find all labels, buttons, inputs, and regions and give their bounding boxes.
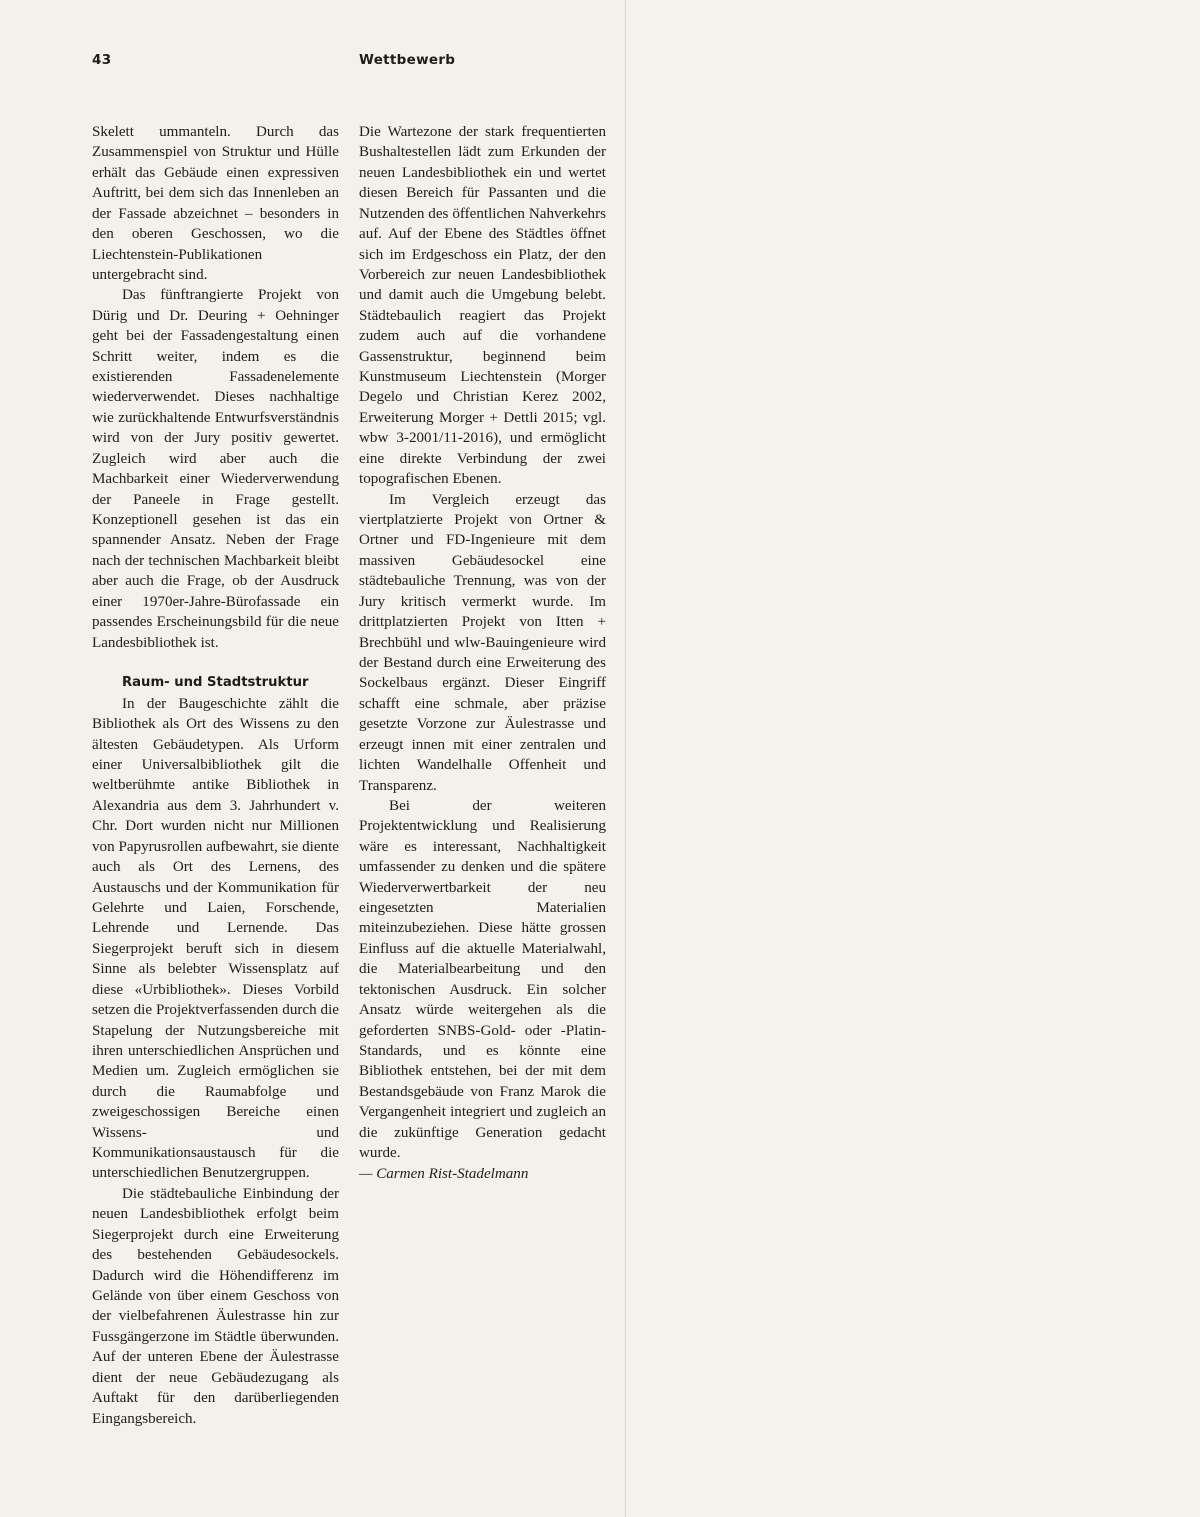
paragraph: In der Baugeschichte zählt die Bibliothek als Ort des Wissens zu den ältesten Gebäudetypen. Als Urform einer Universalbibliothek gilt die weltberühmte antike Bibliothek in Alexandria aus dem 3. Jahrhundert v. Chr. Dort wurden nicht nur Millionen von Papyrusrollen aufbewahrt, sie diente auch als Ort des Lernens, des Austauschs und der Kommunikation für Gelehrte und Laien, Forschende, Lehrende und Lernende. Das Siegerprojekt beruft sich in diesem Sinne als belebter Wissensplatz auf diese «Urbibliothek». Dieses Vorbild setzen die Projektverfassenden durch die Stapelung der Nutzungsbereiche mit ihren unterschiedlichen Ansprüchen und Medien um. Zugleich ermöglichen sie durch die Raumabfolge und zweigeschossigen Bereiche einen Wissens- und Kommunikationsaustausch für die unterschiedlichen Benutzergruppen. [92, 695, 339, 1182]
paragraph: Skelett ummanteln. Durch das Zusammenspiel von Struktur und Hülle erhält das Gebäude einen expressiven Auftritt, bei dem sich das Innenleben an der Fassade abzeichnet – besonders in den oberen Geschossen, wo die Liechtenstein-Publikationen untergebracht sind. [92, 124, 339, 283]
paragraph: Das fünftrangierte Projekt von Dürig und Dr. Deuring + Oehninger geht bei der Fassadengestaltung einen Schritt weiter, indem es die existierenden Fassadenelemente wiederverwendet. Dieses nachhaltige wie zurückhaltende Entwurfsverständnis wird von der Jury positiv gewertet. Zugleich wird aber auch die Machbarkeit einer Wiederverwendung der Paneele in Frage gestellt. Konzeptionell gesehen ist das ein spannender Ansatz. Neben der Frage nach der technischen Machbarkeit bleibt aber auch die Frage, ob der Ausdruck einer 1970er-Jahre-Bürofassade ein passendes Erscheinungsbild für die neue Landesbibliothek ist. [92, 287, 339, 651]
text-column-right [359, 122, 606, 1184]
text-column-left [92, 122, 339, 1429]
paragraph: Die städtebauliche Einbindung der neuen Landesbibliothek erfolgt beim Siegerprojekt durch eine Erweiterung des bestehenden Gebäudesockels. Dadurch wird die Höhendifferenz im Gelände von über einem Geschoss von der vielbefahrenen Äulestrasse hin zur Fussgängerzone im Städtle überwunden. Auf der unteren Ebene der Äulestrasse dient der neue Gebäudezugang als Auftakt für den darüberliegenden Eingangsbereich. [92, 1185, 339, 1427]
subheading: Raum- und Stadtstruktur [122, 675, 309, 691]
page-number: 43 [92, 52, 112, 68]
paragraph: Die Wartezone der stark frequentierten Bushaltestellen lädt zum Erkunden der neuen Landesbibliothek ein und wertet diesen Bereich für Passanten und die Nutzenden des öffentlichen Nahverkehrs auf. Auf der Ebene des Städtles öffnet sich im Erdgeschoss ein Platz, der den Vorbereich zur neuen Landesbibliothek und damit auch die Umgebung belebt. Städtebaulich reagiert das Projekt zudem auch auf die vorhandene Gassenstruktur, beginnend beim Kunstmuseum Liechtenstein (Morger Degelo und Christian Kerez 2002, Erweiterung Morger + Dettli 2015; vgl. wbw 3-2001/11-2016), und ermöglicht eine direkte Verbindung der zwei topografischen Ebenen. [359, 124, 606, 488]
paragraph: Im Vergleich erzeugt das viertplatzierte Projekt von Ortner & Ortner und FD-Ingenieure mit dem massiven Gebäudesockel eine städtebauliche Trennung, was von der Jury kritisch vermerkt wurde. Im drittplatzierten Projekt von Itten + Brechbühl und wlw-Bauingenieure wird der Bestand durch eine Erweiterung des Sockelbaus ergänzt. Dieser Eingriff schafft eine schmale, aber präzise gesetzte Vorzone zur Äulestrasse und erzeugt innen mit einer zentralen und lichten Wandelhalle Offenheit und Transparenz. [359, 491, 606, 794]
page-gutter [625, 0, 626, 1517]
section-title: Wettbewerb [359, 52, 456, 68]
paragraph: Bei der weiteren Projektentwicklung und Realisierung wäre es interessant, Nachhaltigkeit umfassender zu denken und die spätere Wiederverwertbarkeit der neu eingesetzten Materialien miteinzubeziehen. Diese hätte grossen Einfluss auf die aktuelle Materialwahl, die Materialbearbeitung und den tektonischen Ausdruck. Ein solcher Ansatz würde weitergehen als die geforderten SNBS-Gold- oder -Platin-Standards, und es könnte eine Bibliothek entstehen, bei der mit dem Bestandsgebäude von Franz Marok die Vergangenheit integriert und zugleich an die zukünftige Generation gedacht wurde. [359, 797, 606, 1162]
facing-page [626, 0, 1200, 1517]
author-signature: — Carmen Rist-Stadelmann [359, 1165, 529, 1182]
